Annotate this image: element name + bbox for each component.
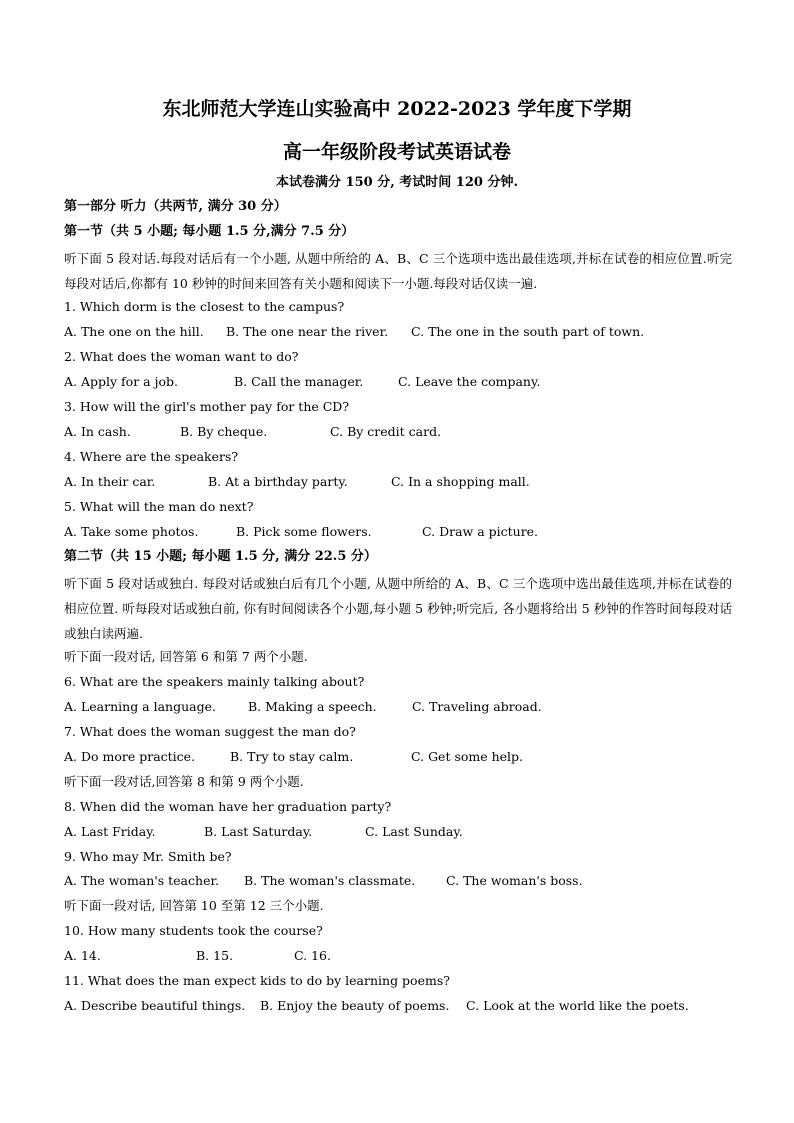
section1-instruction: 听下面 5 段对话.每段对话后有一个小题, 从题中所给的 A、B、C 三个选项中选出最佳选项,并标在试卷的相应位置.听完每段对话后,你都有 10 秒钟的时间来回答有关小题和阅读下一小题.每段对话仅读一遍. <box>64 251 732 291</box>
q1-option-b: B. The one near the river. <box>226 324 389 339</box>
q7-option-a: A. Do more practice. <box>64 749 196 764</box>
q9-option-a: A. The woman's teacher. <box>64 873 220 888</box>
q4-option-c: C. In a shopping mall. <box>391 474 530 489</box>
q7-option-c: C. Get some help. <box>411 749 524 764</box>
q10-option-c: C. 16. <box>294 948 331 963</box>
q6-option-a: A. Learning a language. <box>64 699 216 714</box>
part1-heading: 第一部分 听力（共两节, 满分 30 分） <box>64 199 287 214</box>
q11-option-b: B. Enjoy the beauty of poems. <box>260 998 450 1013</box>
question-6: 6. What are the speakers mainly talking about? <box>64 674 365 689</box>
listening-note-10-12: 听下面一段对话, 回答第 10 至第 12 三个小题. <box>64 898 324 913</box>
q9-option-c: C. The woman's boss. <box>446 873 583 888</box>
exam-info: 本试卷满分 150 分, 考试时间 120 分钟. <box>276 175 518 190</box>
q8-option-a: A. Last Friday. <box>64 824 156 839</box>
q1-option-c: C. The one in the south part of town. <box>411 324 645 339</box>
question-2: 2. What does the woman want to do? <box>64 349 299 364</box>
question-4: 4. Where are the speakers? <box>64 449 239 464</box>
listening-note-6-7: 听下面一段对话, 回答第 6 和第 7 两个小题. <box>64 649 308 664</box>
q8-option-c: C. Last Sunday. <box>365 824 463 839</box>
q3-option-c: C. By credit card. <box>330 424 442 439</box>
q3-option-a: A. In cash. <box>64 424 131 439</box>
q11-option-c: C. Look at the world like the poets. <box>466 998 689 1013</box>
q6-option-b: B. Making a speech. <box>248 699 377 714</box>
q2-option-a: A. Apply for a job. <box>64 374 178 389</box>
question-1: 1. Which dorm is the closest to the campus? <box>64 299 345 314</box>
q10-option-a: A. 14. <box>64 948 101 963</box>
question-9: 9. Who may Mr. Smith be? <box>64 849 232 864</box>
section2-instruction: 听下面 5 段对话或独白. 每段对话或独白后有几个小题, 从题中所给的 A、B、C 三个选项中选出最佳选项,并标在试卷的相应位置. 听每段对话或独白前, 你有时间阅读各个小题,每小题 5 秒钟;听完后, 各小题将给出 5 秒钟的作答时间每段对话或独白读两遍. <box>64 576 732 641</box>
q7-option-b: B. Try to stay calm. <box>230 749 354 764</box>
section2-heading: 第二节（共 15 小题; 每小题 1.5 分, 满分 22.5 分） <box>64 549 377 564</box>
question-8: 8. When did the woman have her graduation party? <box>64 799 392 814</box>
question-11: 11. What does the man expect kids to do by learning poems? <box>64 973 450 988</box>
q5-option-c: C. Draw a picture. <box>422 524 539 539</box>
q11-option-a: A. Describe beautiful things. <box>64 998 246 1013</box>
question-7: 7. What does the woman suggest the man do? <box>64 724 356 739</box>
q2-option-c: C. Leave the company. <box>398 374 541 389</box>
q3-option-b: B. By cheque. <box>180 424 268 439</box>
q6-option-c: C. Traveling abroad. <box>412 699 542 714</box>
listening-note-8-9: 听下面一段对话,回答第 8 和第 9 两个小题. <box>64 774 304 789</box>
q5-option-b: B. Pick some flowers. <box>236 524 372 539</box>
question-5: 5. What will the man do next? <box>64 499 254 514</box>
section1-heading: 第一节（共 5 小题; 每小题 1.5 分,满分 7.5 分） <box>64 224 355 239</box>
q10-option-b: B. 15. <box>196 948 234 963</box>
exam-paper-title: 高一年级阶段考试英语试卷 <box>282 141 511 163</box>
q5-option-a: A. Take some photos. <box>64 524 199 539</box>
q1-option-a: A. The one on the hill. <box>64 324 204 339</box>
q8-option-b: B. Last Saturday. <box>204 824 313 839</box>
q2-option-b: B. Call the manager. <box>234 374 364 389</box>
exam-school-title: 东北师范大学连山实验高中 2022-2023 学年度下学期 <box>162 98 632 120</box>
q4-option-b: B. At a birthday party. <box>208 474 348 489</box>
q4-option-a: A. In their car. <box>64 474 156 489</box>
question-10: 10. How many students took the course? <box>64 923 323 938</box>
q9-option-b: B. The woman's classmate. <box>244 873 416 888</box>
question-3: 3. How will the girl's mother pay for the CD? <box>64 399 350 414</box>
